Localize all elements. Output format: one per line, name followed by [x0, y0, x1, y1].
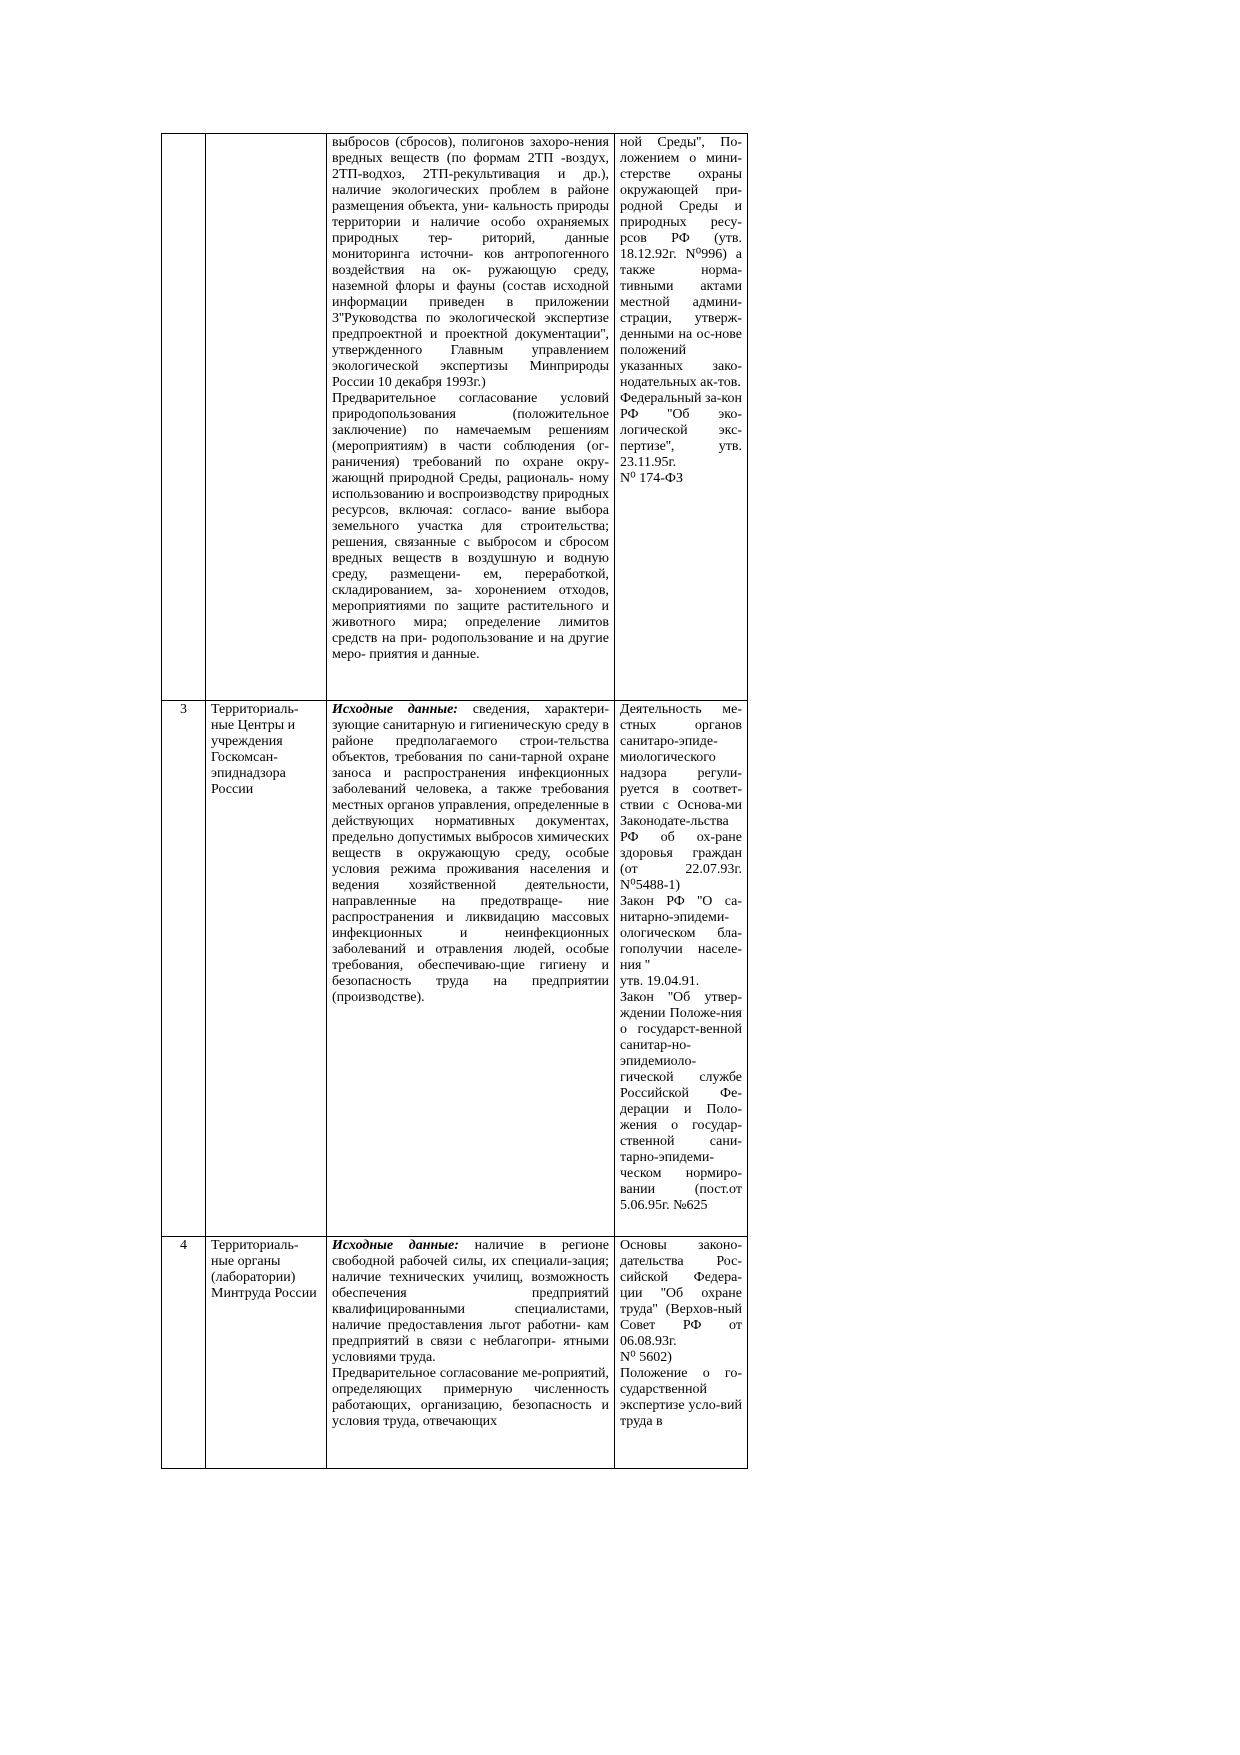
organization-cell [206, 134, 327, 701]
paragraph: Федеральный за-кон РФ ''Об эко-логической экс-пертизе'', утв. 23.11.95г. [620, 391, 743, 470]
paragraph: Деятельность ме-стных органов санитаро-эпиде-миологического надзора регули-руется в соответ-ствии с Основа-ми Законодате-льства РФ об ох-ране здоровья граждан (от 22.07.93г. N⁰5488-1) [620, 702, 742, 893]
paragraph: N⁰ 174-ФЗ [620, 471, 683, 486]
table-row [162, 701, 748, 1237]
initial-data-label: Исходные данные: [332, 1238, 459, 1253]
paragraph-text: наличие в регионе свободной рабочей силы, их специали-зация; наличие технических училищ, возможность обеспечения предприятий квалифицированными специалистами, наличие предоставления льгот работни- кам предприятий в связи с неблагопри- ятными условиями труда. [332, 1238, 609, 1365]
initial-data-cell [327, 134, 615, 701]
paragraph: N⁰ 5602) [620, 1350, 672, 1365]
paragraph: выбросов (сбросов), полигонов захоро-нения вредных веществ (по формам 2ТП -воздух, 2ТП-водхоз, 2ТП-рекультивация и др.), наличие экологических проблем в районе размещения объекта, уни- кальность природы территории и наличие особо охраняемых природных тер- риторий, данные мониторинга источни- ков антропогенного воздействия на ок- ружающую среду, наземной флоры и фауны (состав исходной информации приведен в приложении 3''Руководства по экологической экспертизе предпроектной и проектной документации'', утвержденного Главным управлением экологической экспертизы Минприроды России 10 декабря 1993г.) [332, 135, 609, 390]
paragraph [332, 702, 609, 1006]
paragraph: Закон ''Об утвер-ждении Положе-ния о государст-венной санитар-но-эпидемиоло-гической службе Российской Фе-дерации и Поло-жения о государ-ственной сани-тарно-эпидеми-ческом нормиро-вании (пост.от 5.06.95г. №625 [620, 990, 742, 1213]
paragraph: Основы законо-дательства Рос-сийской Федера-ции ''Об охране труда'' (Верхов-ный Совет РФ от 06.08.93г. [620, 1238, 742, 1349]
paragraph-text: сведения, характери-зующие санитарную и гигиеническую среду в районе предполагаемого строи-тельства объектов, требования по сани-тарной охране заноса и распространения инфекционных заболеваний человека, а также требования местных органов управления, определенные в действующих нормативных документах, предельно допустимых выбросов химических веществ в окружающую среду, особые условия режима проживания населения и ведения хозяйственной деятельности, направленные на предотвраще- ние распространения и ликвидацию массовых инфекционных и неинфекционных заболеваний и отравления людей, особые требования, обеспечиваю-щие гигиену и безопасность труда на предприятии (производстве). [332, 702, 609, 1005]
initial-data-label: Исходные данные: [332, 702, 458, 717]
table-row [162, 1237, 748, 1469]
legal-references-cell [615, 134, 748, 701]
paragraph: утв. 19.04.91. [620, 974, 700, 989]
legal-references-cell [615, 1237, 748, 1469]
row-number-cell: 3 [162, 701, 206, 1237]
paragraph: Предварительное согласование условий природопользования (положительное заключение) по намечаемым решениям (мероприятиям) в части соблюдения (ог- раничения) требований по охране окру-жающнй природной Среды, рациональ- ному использованию и воспроизводству природных ресурсов, включая: согласо- вание выбора земельного участка для строительства; решения, связанные с выбросом и сбросом вредных веществ в воздушную и водную среду, размещени- ем, переработкой, складированием, за- хоронением отходов, мероприятиями по защите растительного и животного мира; определение лимитов средств на при- родопользование и на другие меро- приятия и данные. [332, 391, 609, 662]
organization-cell: Территориаль-ные органы (лаборатории) Минтруда России [206, 1237, 327, 1469]
paragraph: Предварительное согласование ме-роприятий, определяющих примерную численность работающих, организацию, безопасность и условия труда, отвечающих [332, 1366, 609, 1429]
table-row [162, 134, 748, 701]
paragraph: Положение о го-сударственной экспертизе усло-вий труда в [620, 1366, 742, 1429]
row-number-cell [162, 134, 206, 701]
paragraph: ной Среды'', По-ложением о мини-стерстве охраны окружающей при-родной Среды и природных ресу-рсов РФ (утв. 18.12.92г. N⁰996) а также норма-тивными актами местной админи-страции, утверж-денными на ос-нове положений указанных зако-нодательных ак-тов. [620, 135, 742, 390]
paragraph: Закон РФ ''О са-нитарно-эпидеми-ологическом бла-гополучии населе-ния '' [620, 894, 742, 973]
initial-data-cell [327, 701, 615, 1237]
legal-references-cell [615, 701, 748, 1237]
paragraph [332, 1238, 609, 1366]
row-number-cell: 4 [162, 1237, 206, 1469]
initial-data-cell [327, 1237, 615, 1469]
expertise-authorities-table [161, 133, 748, 1469]
organization-cell: Территориаль-ные Центры и учреждения Госкомсан-эпиднадзора России [206, 701, 327, 1237]
